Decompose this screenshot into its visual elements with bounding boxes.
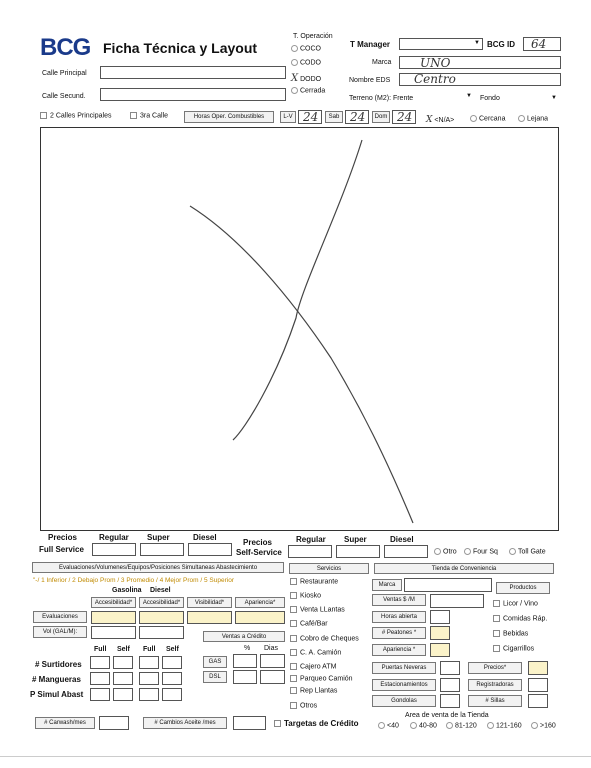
- cambios-aceite-button[interactable]: # Cambios Aceite /mes: [143, 717, 227, 729]
- self-diesel-label: Self: [166, 646, 179, 653]
- apariencia-tienda-button[interactable]: Apariencia *: [372, 644, 426, 656]
- checkbox-icon: [493, 615, 500, 622]
- productos-button[interactable]: Productos: [496, 582, 550, 594]
- super-self-input[interactable]: [336, 545, 380, 558]
- calle-principal-input[interactable]: [100, 66, 286, 79]
- sillas-input[interactable]: [528, 694, 548, 708]
- service-restaurante[interactable]: Restaurante: [290, 578, 338, 585]
- mangueras-self-diesel[interactable]: [162, 672, 182, 685]
- peatones-input[interactable]: [430, 626, 450, 640]
- vol-gas-input[interactable]: [91, 626, 136, 639]
- radio-icon: [518, 115, 525, 122]
- tercera-calle-checkbox[interactable]: 3ra Calle: [130, 112, 168, 119]
- lejana-radio[interactable]: Lejana: [518, 115, 548, 122]
- precios-tienda-button[interactable]: Precios*: [468, 662, 522, 674]
- checkbox-icon: [274, 720, 281, 727]
- estacionamientos-button[interactable]: Estacionamientos: [372, 679, 436, 691]
- surtidores-full-gas[interactable]: [90, 656, 110, 669]
- radio-icon: [531, 722, 538, 729]
- gas-dias-input[interactable]: [260, 654, 285, 668]
- t-operacion-label: T. Operación: [293, 33, 333, 40]
- super-self-label: Super: [344, 535, 367, 544]
- simul-full-gas[interactable]: [90, 688, 110, 701]
- lv-label: L-V: [280, 111, 296, 123]
- mangueras-label: # Mangueras: [32, 675, 81, 684]
- radio-icon: [378, 722, 385, 729]
- radio-icon: [434, 548, 441, 555]
- radio-icon: [470, 115, 477, 122]
- full-service-label: Full Service: [39, 545, 84, 554]
- checkbox-icon: [290, 620, 297, 627]
- dropdown-arrow-icon: ▼: [474, 40, 480, 46]
- apariencia-header: Apariencia*: [235, 597, 285, 608]
- evaluaciones-button[interactable]: Evaluaciones: [33, 611, 87, 623]
- gondolas-input[interactable]: [440, 694, 460, 708]
- bcg-logo: BCG: [40, 34, 91, 61]
- t-manager-select[interactable]: [399, 38, 483, 50]
- calle-secund-input[interactable]: [100, 88, 286, 101]
- checkbox-icon: [290, 649, 297, 656]
- op-codo-radio[interactable]: CODO: [291, 59, 321, 66]
- vol-label: Vol (GAL/M):: [33, 626, 87, 638]
- bebidas-checkbox[interactable]: Bebidas: [493, 630, 528, 637]
- area-gt160-radio[interactable]: >160: [531, 722, 556, 729]
- checkbox-icon: [290, 606, 297, 613]
- eval-visibilidad-input[interactable]: [187, 611, 232, 624]
- op-coco-radio[interactable]: COCO: [291, 45, 321, 52]
- gondolas-button[interactable]: Gondolas: [372, 695, 436, 707]
- nombre-eds-input[interactable]: Centro: [399, 73, 561, 86]
- comidas-rapidas-checkbox[interactable]: Comidas Ráp.: [493, 615, 547, 622]
- super-full-label: Super: [147, 533, 170, 542]
- dom-label: Dom: [372, 111, 390, 123]
- targetas-credito-checkbox[interactable]: Targetas de Crédito: [274, 719, 359, 728]
- cambios-aceite-input[interactable]: [233, 716, 266, 730]
- dsl-pct-input[interactable]: [233, 670, 257, 684]
- horas-abierta-input[interactable]: [430, 610, 450, 624]
- page-bottom-divider: [0, 756, 591, 757]
- service-parqueo-camion[interactable]: Parqueo Camión: [290, 675, 353, 682]
- simul-full-diesel[interactable]: [139, 688, 159, 701]
- ventas-credito-button[interactable]: Ventas a Crédito: [203, 631, 285, 642]
- full-gas-label: Full: [94, 646, 107, 653]
- estacionamientos-input[interactable]: [440, 678, 460, 692]
- vol-diesel-input[interactable]: [139, 626, 184, 639]
- radio-icon: [446, 722, 453, 729]
- checkbox-icon: [493, 645, 500, 652]
- gasolina-label: Gasolina: [112, 587, 142, 594]
- service-cajero-atm[interactable]: Cajero ATM: [290, 663, 336, 670]
- calle-secund-label: Calle Secund.: [42, 93, 86, 100]
- service-cafe-bar[interactable]: Café/Bar: [290, 620, 328, 627]
- fondo-dropdown-icon[interactable]: ▼: [551, 95, 557, 101]
- self-service-label: Self-Service: [236, 548, 282, 557]
- bcg-id-label: BCG ID: [487, 40, 515, 49]
- fondo-label: Fondo: [480, 95, 500, 102]
- service-cobro-cheques[interactable]: Cobro de Cheques: [290, 635, 359, 642]
- sillas-button[interactable]: # Sillas: [468, 695, 522, 707]
- peatones-button[interactable]: # Peatones *: [372, 627, 426, 639]
- sab-label: Sab: [325, 111, 343, 123]
- eval-accesibilidad-diesel-input[interactable]: [139, 611, 184, 624]
- tienda-marca-input[interactable]: [404, 578, 492, 592]
- radio-icon: [509, 548, 516, 555]
- mangueras-full-gas[interactable]: [90, 672, 110, 685]
- checkbox-icon: [130, 112, 137, 119]
- simul-abast-label: P Simul Abast: [30, 690, 84, 699]
- registradoras-input[interactable]: [528, 678, 548, 692]
- handwritten-x-mark: X: [426, 115, 433, 125]
- checkbox-icon: [290, 592, 297, 599]
- full-diesel-label: Full: [143, 646, 156, 653]
- puertas-neveras-button[interactable]: Puertas Neveras: [372, 662, 436, 674]
- registradoras-button[interactable]: Registradoras: [468, 679, 522, 691]
- eval-apariencia-input[interactable]: [235, 611, 285, 624]
- sab-input[interactable]: 24: [345, 110, 369, 124]
- gas-label: GAS: [203, 656, 227, 668]
- regular-full-input[interactable]: [92, 543, 136, 556]
- surtidores-label: # Surtidores: [35, 660, 82, 669]
- super-full-input[interactable]: [140, 543, 184, 556]
- self-gas-label: Self: [117, 646, 130, 653]
- checkbox-icon: [290, 663, 297, 670]
- radio-icon: [291, 45, 298, 52]
- surtidores-self-diesel[interactable]: [162, 656, 182, 669]
- cercana-radio[interactable]: Cercana: [470, 115, 505, 122]
- simul-self-gas[interactable]: [113, 688, 133, 701]
- diesel-full-input[interactable]: [188, 543, 232, 556]
- diesel-self-input[interactable]: [384, 545, 428, 558]
- service-rep-llantas[interactable]: Rep Llantas: [290, 687, 337, 694]
- simul-self-diesel[interactable]: [162, 688, 182, 701]
- mangueras-self-gas[interactable]: [113, 672, 133, 685]
- handwritten-x-drawing: [41, 128, 560, 532]
- checkbox-icon: [493, 630, 500, 637]
- precios-full-label: Precios: [48, 533, 77, 542]
- puertas-neveras-input[interactable]: [440, 661, 460, 675]
- carwash-input[interactable]: [99, 716, 129, 730]
- area-81-120-radio[interactable]: 81-120: [446, 722, 477, 729]
- otro-radio[interactable]: Otro: [434, 548, 457, 555]
- regular-self-label: Regular: [296, 535, 326, 544]
- calle-principal-label: Calle Principal: [42, 70, 87, 77]
- horas-abierta-button[interactable]: Horas abierta: [372, 611, 426, 623]
- diesel-self-label: Diesel: [390, 535, 414, 544]
- dos-calles-checkbox[interactable]: 2 Calles Principales: [40, 112, 111, 119]
- carwash-button[interactable]: # Carwash/mes: [35, 717, 95, 729]
- servicios-header-button[interactable]: Servicios: [289, 563, 369, 574]
- toll-gate-radio[interactable]: Toll Gate: [509, 548, 546, 555]
- mangueras-full-diesel[interactable]: [139, 672, 159, 685]
- accesibilidad-diesel-header: Accesibilidad*: [139, 597, 184, 608]
- ventas-mes-input[interactable]: [430, 594, 484, 608]
- frente-dropdown-icon[interactable]: ▼: [466, 93, 472, 99]
- checkbox-icon: [290, 578, 297, 585]
- regular-full-label: Regular: [99, 533, 129, 542]
- service-ca-camion[interactable]: C. A. Camión: [290, 649, 341, 656]
- tienda-marca-button[interactable]: Marca: [372, 579, 402, 591]
- cigarrillos-checkbox[interactable]: Cigarrillos: [493, 645, 534, 652]
- radio-icon: [410, 722, 417, 729]
- eval-accesibilidad-gas-input[interactable]: [91, 611, 136, 624]
- nombre-eds-label: Nombre EDS: [349, 77, 391, 84]
- ventas-mes-button[interactable]: Ventas $ /M: [372, 594, 426, 606]
- na-radio[interactable]: X <N/A>: [426, 115, 455, 125]
- radio-icon: [464, 548, 471, 555]
- bcg-id-input[interactable]: 64: [523, 37, 561, 51]
- marca-label: Marca: [372, 59, 392, 66]
- horas-oper-button[interactable]: Horas Oper. Combustibles: [184, 111, 274, 123]
- surtidores-self-gas[interactable]: [113, 656, 133, 669]
- service-venta-llantas[interactable]: Venta LLantas: [290, 606, 345, 613]
- area-lt40-radio[interactable]: <40: [378, 722, 399, 729]
- dsl-label: DSL: [203, 671, 227, 683]
- lv-input[interactable]: 24: [298, 110, 322, 124]
- visibilidad-header: Visibilidad*: [187, 597, 232, 608]
- checkbox-icon: [290, 675, 297, 682]
- checkbox-icon: [290, 687, 297, 694]
- terreno-label: Terreno (M2): Frente: [349, 95, 414, 102]
- dsl-dias-input[interactable]: [260, 670, 285, 684]
- area-venta-label: Area de venta de la Tienda: [405, 712, 489, 719]
- pct-label: %: [244, 645, 251, 652]
- dom-input[interactable]: 24: [392, 110, 416, 124]
- marca-input[interactable]: UNO: [399, 56, 561, 69]
- precios-self-label: Precios: [243, 538, 272, 547]
- checkbox-icon: [40, 112, 47, 119]
- layout-drawing-area[interactable]: [40, 127, 559, 531]
- licor-vino-checkbox[interactable]: Licor / Vino: [493, 600, 538, 607]
- checkbox-icon: [493, 600, 500, 607]
- area-121-160-radio[interactable]: 121-160: [487, 722, 522, 729]
- checkbox-icon: [290, 702, 297, 709]
- precios-tienda-input[interactable]: [528, 661, 548, 675]
- regular-self-input[interactable]: [288, 545, 332, 558]
- evaluation-scale-text: "-/ 1 Inferior / 2 Debajo Prom / 3 Promedio / 4 Mejor Prom / 5 Superior: [33, 577, 234, 584]
- surtidores-full-diesel[interactable]: [139, 656, 159, 669]
- checkbox-icon: [290, 635, 297, 642]
- four-sq-radio[interactable]: Four Sq: [464, 548, 498, 555]
- t-manager-label: T Manager: [350, 40, 391, 49]
- form-title: Ficha Técnica y Layout: [103, 40, 258, 56]
- gas-pct-input[interactable]: [233, 654, 257, 668]
- radio-icon: [291, 87, 298, 94]
- service-kiosko[interactable]: Kiosko: [290, 592, 321, 599]
- service-otros[interactable]: Otros: [290, 702, 317, 709]
- apariencia-tienda-input[interactable]: [430, 643, 450, 657]
- handwritten-x-mark: X: [291, 73, 299, 84]
- tienda-header-button[interactable]: Tienda de Conveniencia: [374, 563, 554, 574]
- op-cerrada-radio[interactable]: Cerrada: [291, 87, 325, 94]
- dias-label: Dias: [264, 645, 279, 652]
- accesibilidad-gas-header: Accesibilidad*: [91, 597, 136, 608]
- op-dodo-radio[interactable]: X DODO: [291, 73, 322, 84]
- diesel-eval-label: Diesel: [150, 587, 171, 594]
- diesel-full-label: Diesel: [193, 533, 217, 542]
- radio-icon: [291, 59, 298, 66]
- area-40-80-radio[interactable]: 40-80: [410, 722, 437, 729]
- radio-icon: [487, 722, 494, 729]
- evaluaciones-header-button[interactable]: Evaluaciones/Volumenes/Equipos/Posiciones Simultaneas Abastecimiento: [32, 562, 284, 573]
